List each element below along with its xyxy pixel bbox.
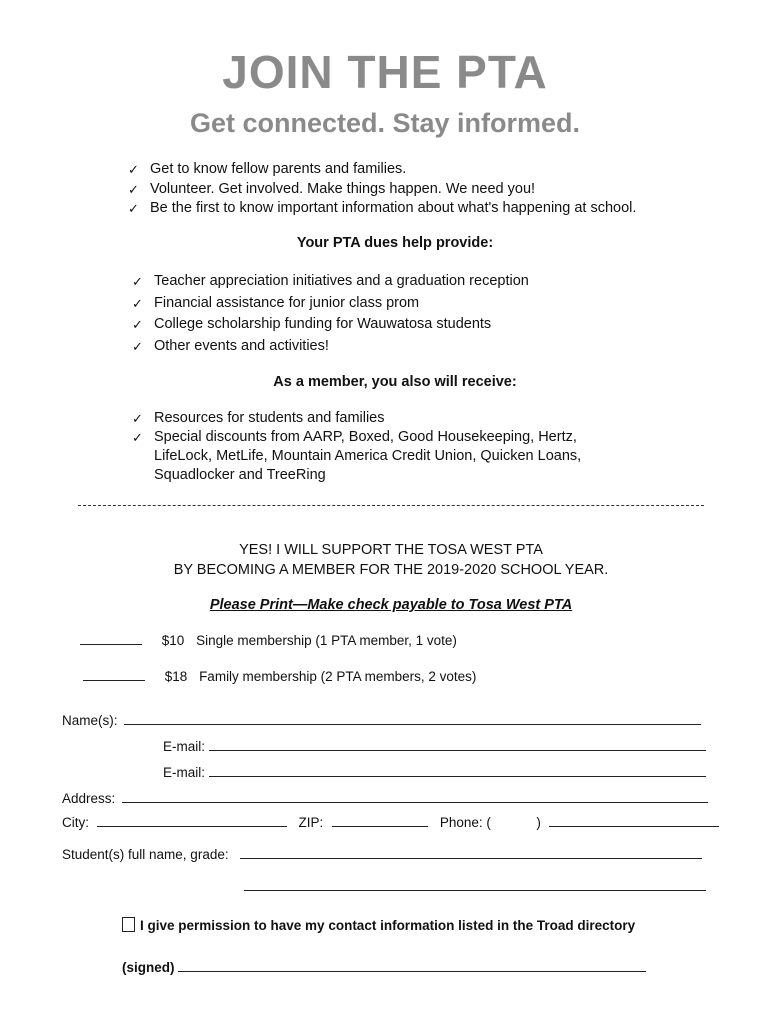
signed-label: (signed) [122, 960, 175, 975]
zip-label: ZIP: [298, 815, 324, 830]
family-membership-blank[interactable] [83, 666, 145, 681]
email-row-2 [163, 762, 706, 780]
student-row [62, 844, 702, 862]
permission-label: I give permission to have my contact information listed in the Troad directory [140, 918, 636, 933]
phone-field[interactable] [549, 812, 719, 827]
names-row [62, 710, 701, 728]
print-instructions: Please Print—Make check payable to Tosa West PTA [209, 597, 573, 613]
single-membership-blank[interactable] [80, 630, 142, 645]
student-field[interactable] [240, 844, 702, 859]
page-subtitle: Get connected. Stay informed. [189, 108, 581, 138]
list-item: ✓ Get to know fellow parents and families. [128, 160, 636, 180]
city-label: City: [62, 815, 89, 830]
email-label: E-mail: [163, 765, 206, 780]
zip-field[interactable] [332, 812, 428, 827]
city-field[interactable] [97, 812, 287, 827]
signature-field[interactable] [178, 957, 646, 972]
member-list [132, 409, 612, 485]
signature-row [122, 957, 646, 975]
phone-close-paren: ) [536, 815, 541, 830]
email-label: E-mail: [163, 739, 206, 754]
page-title: JOIN THE PTA [222, 46, 548, 98]
list-item: ✓ Other events and activities! [132, 336, 529, 358]
names-label: Name(s): [62, 713, 118, 728]
single-label: Single membership (1 PTA member, 1 vote) [196, 633, 457, 648]
list-item: ✓ College scholarship funding for Wauwatosa students [132, 314, 529, 336]
list-item: ✓ Special discounts from AARP, Boxed, Good Housekeeping, Hertz, LifeLock, MetLife, Mountain America Credit Union, Quicken Loans, Squadlocker and TreeRing [132, 429, 582, 483]
family-membership-option [83, 666, 476, 684]
student-field[interactable] [244, 876, 706, 891]
email-row-1 [163, 736, 706, 754]
checkmark-icon: ✓ [132, 274, 143, 289]
list-item: ✓ Resources for students and families [132, 410, 385, 426]
student-label: Student(s) full name, grade: [62, 847, 229, 862]
address-label: Address: [62, 791, 116, 806]
intro-list [128, 160, 636, 219]
checkmark-icon: ✓ [128, 181, 139, 197]
dues-heading: Your PTA dues help provide: [296, 235, 494, 251]
phone-label: Phone: ( [439, 815, 491, 830]
checkmark-icon: ✓ [128, 201, 139, 216]
list-item: ✓ Be the first to know important information about what's happening at school. [128, 199, 636, 219]
member-heading: As a member, you also will receive: [273, 374, 517, 390]
support-line-1: YES! I WILL SUPPORT THE TOSA WEST PTA [239, 542, 543, 558]
dues-list [132, 271, 529, 357]
support-line-2: BY BECOMING A MEMBER FOR THE 2019-2020 SCHOOL YEAR. [173, 562, 609, 578]
cut-line-divider [78, 505, 704, 506]
family-label: Family membership (2 PTA members, 2 votes) [199, 669, 477, 684]
single-membership-option [80, 630, 457, 648]
address-field[interactable] [122, 788, 708, 803]
city-zip-phone-row [62, 812, 719, 830]
checkmark-icon: ✓ [132, 411, 143, 426]
student-row-2 [244, 876, 706, 894]
checkmark-icon: ✓ [132, 295, 143, 311]
email-field[interactable] [209, 736, 706, 751]
address-row [62, 788, 708, 806]
list-item: ✓ Teacher appreciation initiatives and a graduation reception [132, 271, 529, 293]
permission-checkbox[interactable] [122, 917, 135, 932]
single-price: $10 [161, 633, 185, 648]
checkmark-icon: ✓ [132, 430, 143, 445]
email-field[interactable] [209, 762, 706, 777]
family-price: $18 [164, 669, 188, 684]
checkmark-icon: ✓ [132, 317, 143, 332]
list-item: ✓ Financial assistance for junior class prom [132, 293, 529, 315]
checkmark-icon: ✓ [128, 162, 139, 177]
names-field[interactable] [124, 710, 701, 725]
checkmark-icon: ✓ [132, 338, 143, 354]
list-item: ✓ Volunteer. Get involved. Make things happen. We need you! [128, 180, 636, 200]
